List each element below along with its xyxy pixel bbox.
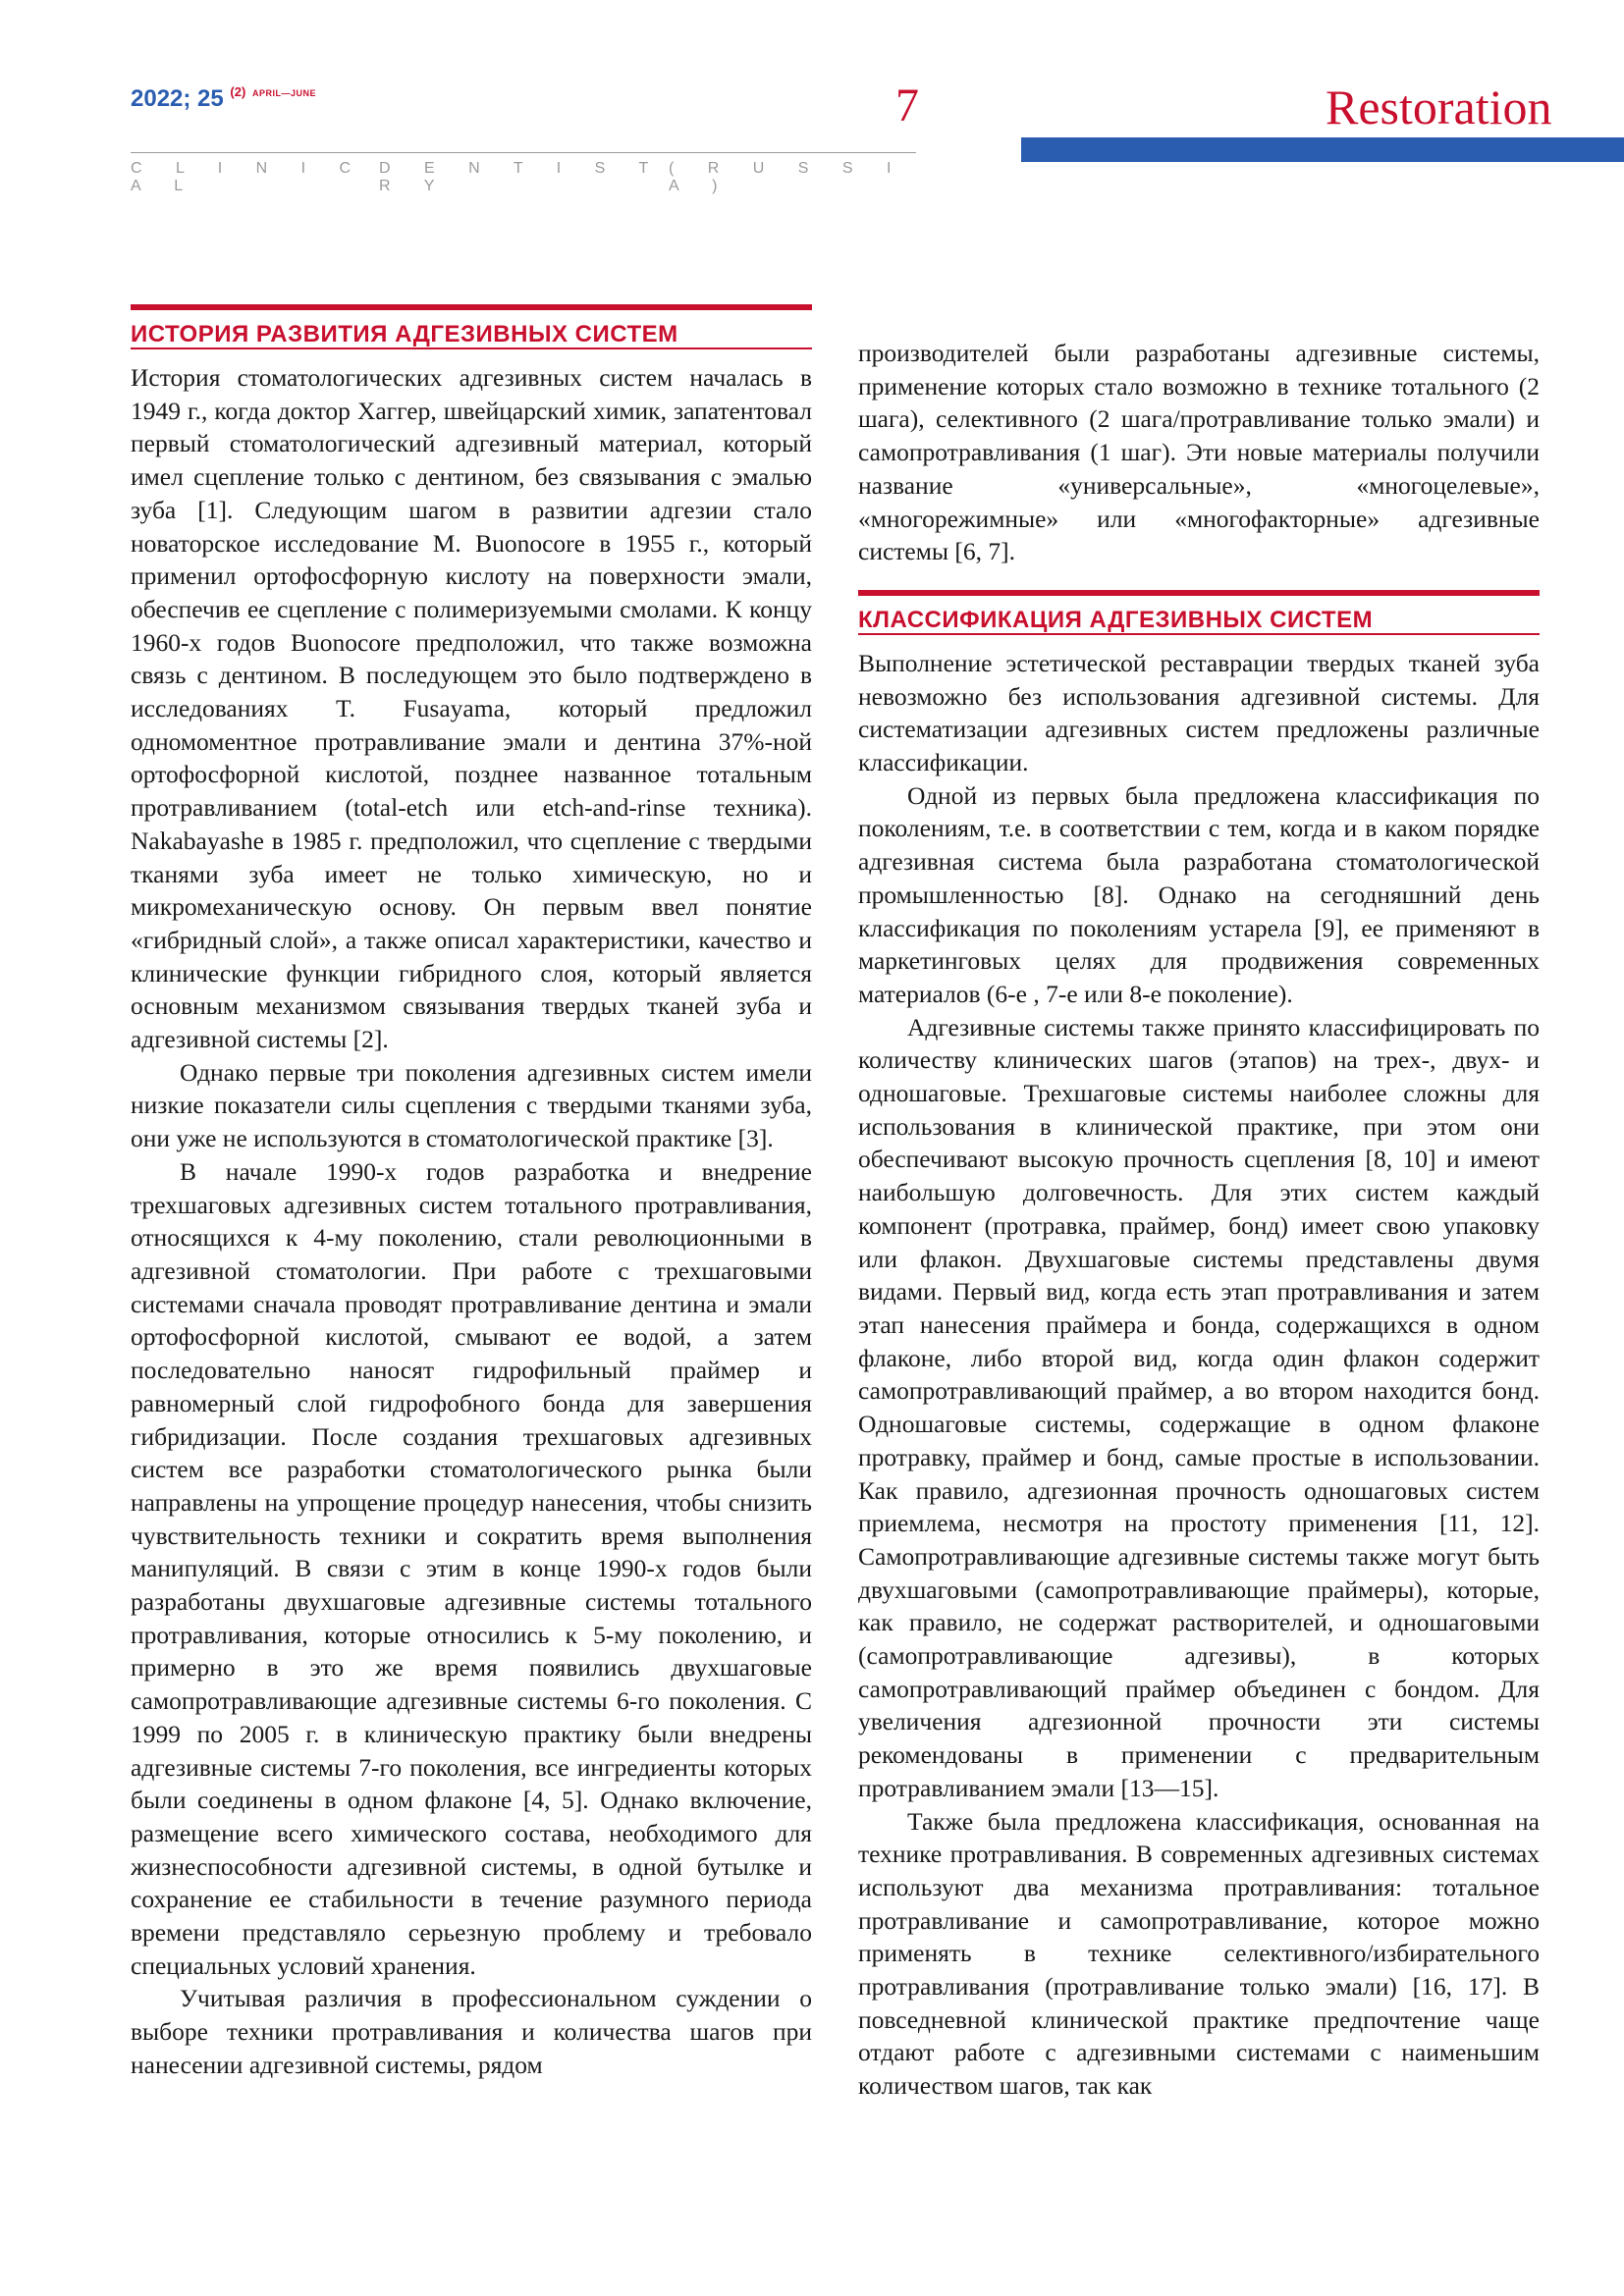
journal-word-1: C L I N I C A L [131,160,366,194]
heading-classification-text: КЛАССИФИКАЦИЯ АДГЕЗИВНЫХ СИСТЕМ [858,606,1374,633]
heading-classification [858,590,1540,635]
journal-word-2: D E N T I S T R Y [379,160,663,194]
journal-word-3: ( R U S S I A ) [668,160,906,194]
heading-history-text: ИСТОРИЯ РАЗВИТИЯ АДГЕЗИВНЫХ СИСТЕМ [131,321,678,347]
right-column [858,337,1540,2103]
paragraph: История стоматологических адгезивных систем началась в 1949 г., когда доктор Хаггер, швейцарский химик, запатентовал первый стоматологический адгезивный материал, который имел сцепление только с дентином, без связывания с эмалью зуба [1]. Следующим шагом в развитии адгезии стало новаторское исследование M. Buonocore в 1955 г., который применил ортофосфорную кислоту на поверхности эмали, обеспечив ее сцепление с полимеризуемыми смолами. К концу 1960-х годов Buonocore предположил, что также возможна связь с дентином. В последующем это было подтверждено в исследованиях T. Fusayama, который предложил одномоментное протравливание эмали и дентина 37%-ной ортофосфорной кислотой, позднее названное тотальным протравливанием (total-etch или etch-and-rinse техника). Nakabayashe в 1985 г. предположил, что сцепление с твердыми тканями зуба имеет не только химическую, но и микромеханическую основу. Он первым ввел понятие «гибридный слой», а также описал характеристики, качество и клинические функции гибридного слоя, который является основным механизмом связывания твердых тканей зуба и адгезивной системы [2]. [131,363,812,1054]
page-number: 7 [895,80,919,132]
paragraph: Выполнение эстетической реставрации твердых тканей зуба невозможно без использования адгезивной системы. Для систематизации адгезивных систем предложены различные классификации. [858,648,1540,777]
issue-number: (2) [230,84,246,99]
paragraph-continuation: производителей были разработаны адгезивные системы, применение которых стало возможно в технике тотального (2 шага), селективного (2 шага/протравливание только эмали) и самопротравливания (1 шаг). Эти новые материалы получили название «универсальные», «многоцелевые», «многорежимные» или «многофакторные» адгезивные системы [6, 7]. [858,339,1540,566]
left-column [131,304,812,2082]
paragraph: В начале 1990-х годов разработка и внедрение трехшаговых адгезивных систем тотального протравливания, относящихся к 4-му поколению, стали революционными в адгезивной стоматологии. При работе с трехшаговыми системами сначала проводят протравливание дентина и эмали ортофосфорной кислотой, смывают ее водой, а затем последовательно наносят гидрофильный праймер и равномерный слой гидрофобного бонда для завершения гибридизации. После создания трехшаговых адгезивных систем все разработки стоматологического рынка были направлены на упрощение процедур нанесения, чтобы снизить чувствительность техники и сократить время выполнения манипуляций. В связи с этим в конце 1990-х годов были разработаны двухшаговые адгезивные системы тотального протравливания, которые относились к 5-му поколению, и примерно в это же время появились двухшаговые самопротравливающие адгезивные системы 6-го поколения. С 1999 по 2005 г. в клиническую практику были внедрены адгезивные системы 7-го поколения, все ингредиенты которых были соединены в одном флаконе [4, 5]. Однако включение, размещение всего химического состава, необходимого для жизнеспособности адгезивной системы, в одной бутылке и сохранение ее стабильности в течение разумного периода времени представляло серьезную проблему и требовало специальных условий хранения. [131,1156,812,1980]
issue-months: APRIL—JUNE [251,88,316,98]
section-title: Restoration [1326,80,1552,134]
heading-history [131,304,812,349]
paragraph: Однако первые три поколения адгезивных систем имели низкие показатели силы сцепления с твердыми тканями зуба, они уже не используются в стоматологической практике [3]. [131,1057,812,1153]
paragraph: Учитывая различия в профессиональном суждении о выборе техники протравливания и количества шагов при нанесении адгезивной системы, рядом [131,1984,812,2079]
year-volume: 2022; 25 [131,85,224,112]
journal-issue [131,84,316,113]
journal-name [131,160,916,195]
paragraph: Одной из первых была предложена классификация по поколениям, т.е. в соответствии с тем, когда и в каком порядке адгезивная система была разработана стоматологической промышленностью [8]. Однако на сегодняшний день классификация по поколениям устарела [9], ее применяют в маркетинговых целях для продвижения современных материалов (6-е , 7-е или 8-е поколение). [858,780,1540,1008]
paragraph: Также была предложена классификация, основанная на технике протравливания. В современных адгезивных системах используют два механизма протравливания: тотальное протравливание и самопротравливание, которое можно применять в технике селективного/избирательного протравливания (протравливание только эмали) [16, 17]. В повседневной клинической практике предпочтение чаще отдают работе с адгезивными системами с наименьшим количеством шагов, так как [858,1806,1540,2101]
paragraph: Адгезивные системы также принято классифицировать по количеству клинических шагов (этапов) на трех-, двух- и одношаговые. Трехшаговые системы наиболее сложны для использования в клинической практике, при этом они обеспечивают высокую прочность сцепления [8, 10] и имеют наибольшую долговечность. Для этих систем каждый компонент (протравка, праймер, бонд) имеет свою упаковку или флакон. Двухшаговые системы представлены двумя видами. Первый вид, когда есть этап протравливания и затем этап нанесения праймера и бонда, содержащихся в одном флаконе, либо второй вид, когда один флакон содержит самопротравливающий праймер, а во втором находится бонд. Одношаговые системы, содержащие в одном флаконе протравку, праймер и бонд, самые простые в использовании. Как правило, адгезионная прочность одношаговых систем приемлема, несмотря на простоту применения [11, 12]. Самопротравливающие адгезивные системы также могут быть двухшаговыми (самопротравливающие праймеры), которые, как правило, не содержат растворителей, и одношаговыми (самопротравливающие адгезивы), в которых самопротравливающий праймер объединен с бондом. Для увеличения адгезионной прочности эти системы рекомендованы в применении с предварительным протравливанием эмали [13—15]. [858,1012,1540,1802]
section-bar [1021,137,1624,162]
header-rule [131,152,916,153]
